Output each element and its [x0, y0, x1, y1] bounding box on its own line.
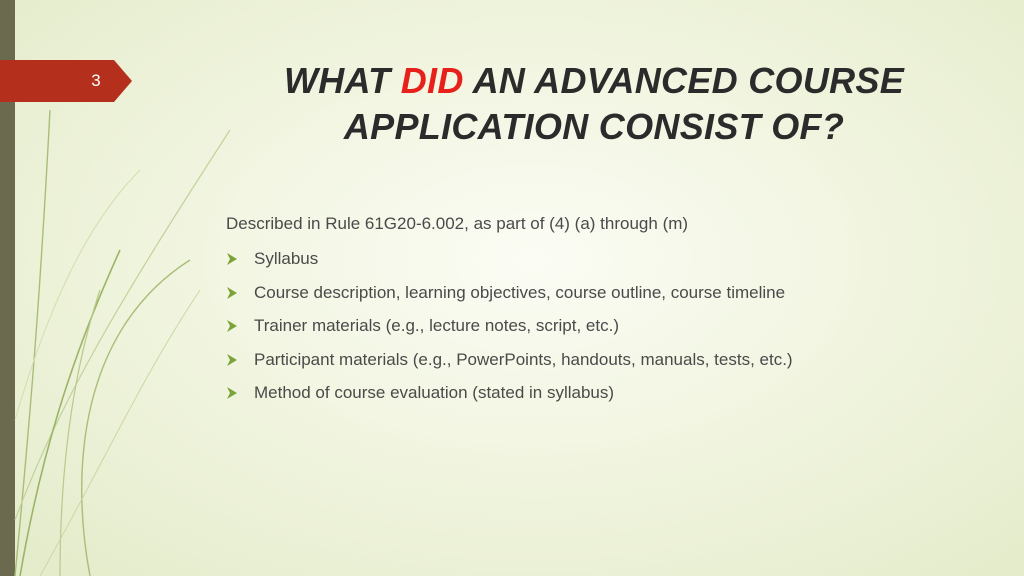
title-accent-word: DID [400, 60, 464, 101]
bullet-text: Participant materials (e.g., PowerPoints, handouts, manuals, tests, etc.) [254, 349, 793, 369]
list-item [226, 381, 793, 415]
title-prefix: WHAT [283, 60, 401, 101]
slide-title [240, 58, 948, 150]
bullet-list [226, 247, 793, 415]
bullet-text: Trainer materials (e.g., lecture notes, script, etc.) [254, 316, 619, 335]
slide-number-tab [0, 60, 132, 102]
arrow-bullet-icon [226, 386, 238, 400]
bullet-text: Syllabus [254, 249, 319, 268]
list-item [226, 247, 793, 281]
title-line-1 [240, 58, 948, 104]
list-item [226, 348, 793, 382]
arrow-bullet-icon [226, 319, 238, 333]
title-suffix: AN ADVANCED COURSE [463, 60, 905, 101]
list-item [226, 314, 793, 348]
title-line-2: APPLICATION CONSIST OF? [343, 106, 845, 147]
bullet-text: Method of course evaluation (stated in syllabus) [254, 383, 615, 402]
arrow-bullet-icon [226, 353, 238, 367]
intro-text: Described in Rule 61G20-6.002, as part of (4) (a) through (m) [226, 214, 689, 233]
arrow-bullet-icon [226, 252, 238, 266]
slide-number: 3 [91, 71, 101, 90]
bullet-text: Course description, learning objectives, course outline, course timeline [254, 282, 786, 302]
arrow-bullet-icon [226, 286, 238, 300]
list-item [226, 281, 793, 315]
